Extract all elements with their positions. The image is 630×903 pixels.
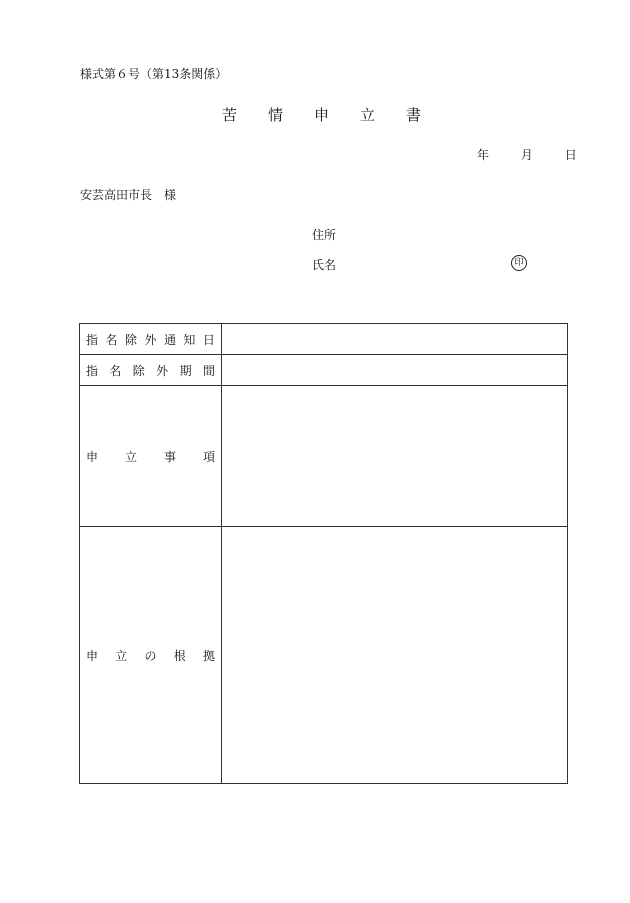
claim-matters-field[interactable] xyxy=(222,386,568,527)
addressee: 安芸高田市長 様 xyxy=(80,188,177,202)
row-label-claim-grounds: 申 立 の 根 拠 xyxy=(80,527,222,784)
exclusion-period-field[interactable] xyxy=(222,355,568,386)
date-day-label: 日 xyxy=(564,148,577,162)
row-label-claim-matters: 申 立 事 項 xyxy=(80,386,222,527)
notice-date-field[interactable] xyxy=(222,324,568,355)
table-row xyxy=(80,386,568,527)
address-label: 住所 xyxy=(312,228,337,242)
document-title: 苦情申立書 xyxy=(222,106,453,124)
date-year-label: 年 xyxy=(477,148,490,162)
row-label-notice-date: 指 名 除 外 通 知 日 xyxy=(80,324,222,355)
table-row xyxy=(80,355,568,386)
date-month-label: 月 xyxy=(520,148,533,162)
form-number: 様式第６号（第13条関係） xyxy=(80,67,228,81)
name-label: 氏名 xyxy=(312,258,337,272)
application-table xyxy=(79,323,568,784)
table-row xyxy=(80,527,568,784)
claim-grounds-field[interactable] xyxy=(222,527,568,784)
date-line xyxy=(477,146,577,163)
row-label-exclusion-period: 指 名 除 外 期 間 xyxy=(80,355,222,386)
seal-mark: 印 xyxy=(511,255,527,271)
table-row xyxy=(80,324,568,355)
